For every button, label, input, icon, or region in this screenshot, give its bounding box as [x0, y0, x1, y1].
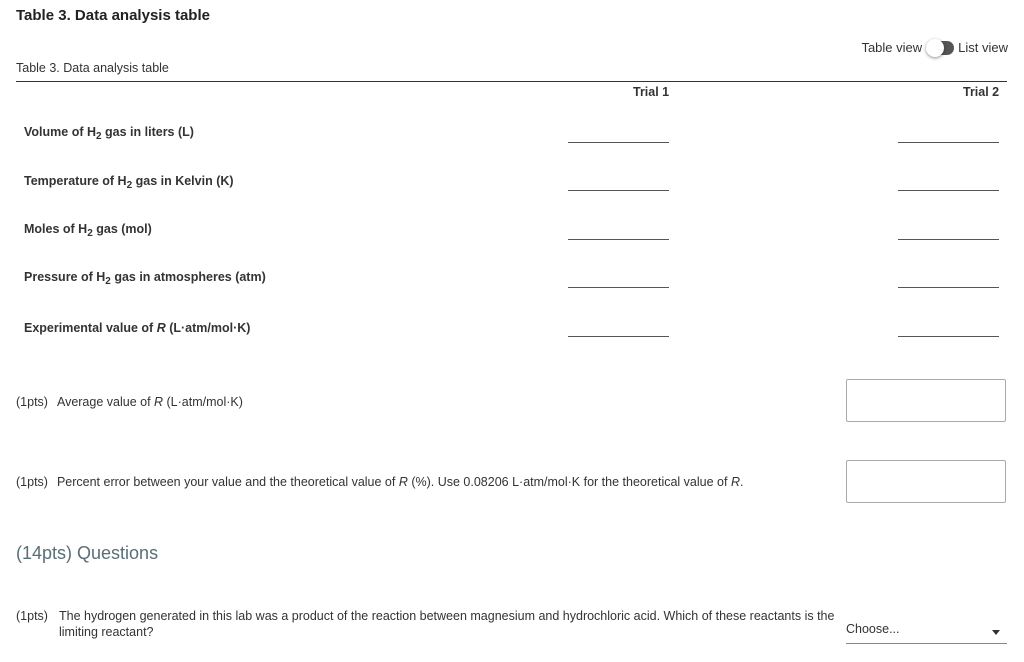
- select-value: Choose...: [846, 622, 900, 636]
- row-label-pressure: [24, 270, 266, 287]
- row-label-volume: [24, 125, 194, 142]
- row-label-subscript: 2: [105, 276, 111, 287]
- question-text: (%). Use 0.08206 L·atm/mol·K for the theoretical value of: [407, 475, 731, 489]
- toggle-knob: [926, 39, 944, 57]
- column-header-trial-1: Trial 1: [633, 85, 670, 99]
- question-text: (L·atm/mol·K): [163, 395, 243, 409]
- row-label-text: Moles of H: [24, 222, 88, 236]
- row-label-text: (L·atm/mol·K): [165, 321, 251, 335]
- row-label-subscript: 2: [126, 180, 133, 191]
- row-label-experimental-r: [24, 321, 250, 335]
- limiting-reactant-select[interactable]: [846, 618, 1007, 644]
- question-text: Average value of: [56, 395, 155, 409]
- question-average-r: [16, 394, 243, 410]
- points-label: (1pts): [16, 395, 48, 409]
- row-label-text: Volume of H: [24, 125, 96, 139]
- points-label: (1pts): [16, 609, 48, 623]
- question-text: .: [739, 475, 744, 489]
- chevron-down-icon: [992, 630, 1000, 635]
- row-label-text: gas in Kelvin (K): [132, 174, 234, 188]
- pressure-trial-1-input[interactable]: [568, 271, 669, 288]
- view-toggle: [861, 40, 1008, 55]
- question-percent-error: [16, 474, 743, 490]
- row-label-italic: R: [156, 321, 166, 335]
- column-header-trial-2: Trial 2: [963, 85, 1000, 99]
- moles-trial-1-input[interactable]: [568, 223, 669, 240]
- question-italic: R: [730, 475, 740, 489]
- row-label-text: gas in liters (L): [101, 125, 194, 139]
- average-r-answer-input[interactable]: [846, 379, 1006, 422]
- row-label-text: gas (mol): [92, 222, 152, 236]
- points-label: (1pts): [16, 475, 48, 489]
- volume-trial-1-input[interactable]: [568, 126, 669, 143]
- table-header-rule: [16, 81, 1007, 82]
- table-caption: Table 3. Data analysis table: [16, 61, 169, 75]
- row-label-temperature: [24, 174, 234, 191]
- page-title: Table 3. Data analysis table: [16, 7, 210, 24]
- row-label-text: Temperature of H: [24, 174, 127, 188]
- question-italic: R: [154, 395, 164, 409]
- list-view-label[interactable]: List view: [958, 40, 1008, 55]
- row-label-subscript: 2: [96, 131, 102, 142]
- row-label-text: Pressure of H: [24, 270, 106, 284]
- table-view-label[interactable]: Table view: [861, 40, 923, 55]
- question-text: The hydrogen generated in this lab was a product of the reaction between magnesium and hydrochloric acid. Which of these reactants is the limiting reactant?: [59, 609, 835, 639]
- temperature-trial-1-input[interactable]: [568, 174, 669, 191]
- row-label-subscript: 2: [87, 228, 93, 239]
- moles-trial-2-input[interactable]: [898, 223, 999, 240]
- questions-section-heading: (14pts) Questions: [16, 543, 159, 563]
- percent-error-answer-input[interactable]: [846, 460, 1006, 503]
- pressure-trial-2-input[interactable]: [898, 271, 999, 288]
- experimental-r-trial-1-input[interactable]: [568, 320, 669, 337]
- question-limiting-reactant: [16, 608, 836, 640]
- row-label-moles: [24, 222, 152, 239]
- question-italic: R: [398, 475, 408, 489]
- row-label-text: Experimental value of: [24, 321, 157, 335]
- temperature-trial-2-input[interactable]: [898, 174, 999, 191]
- volume-trial-2-input[interactable]: [898, 126, 999, 143]
- question-text: Percent error between your value and the theoretical value of: [56, 475, 399, 489]
- view-toggle-switch[interactable]: [928, 41, 954, 55]
- row-label-text: gas in atmospheres (atm): [110, 270, 266, 284]
- experimental-r-trial-2-input[interactable]: [898, 320, 999, 337]
